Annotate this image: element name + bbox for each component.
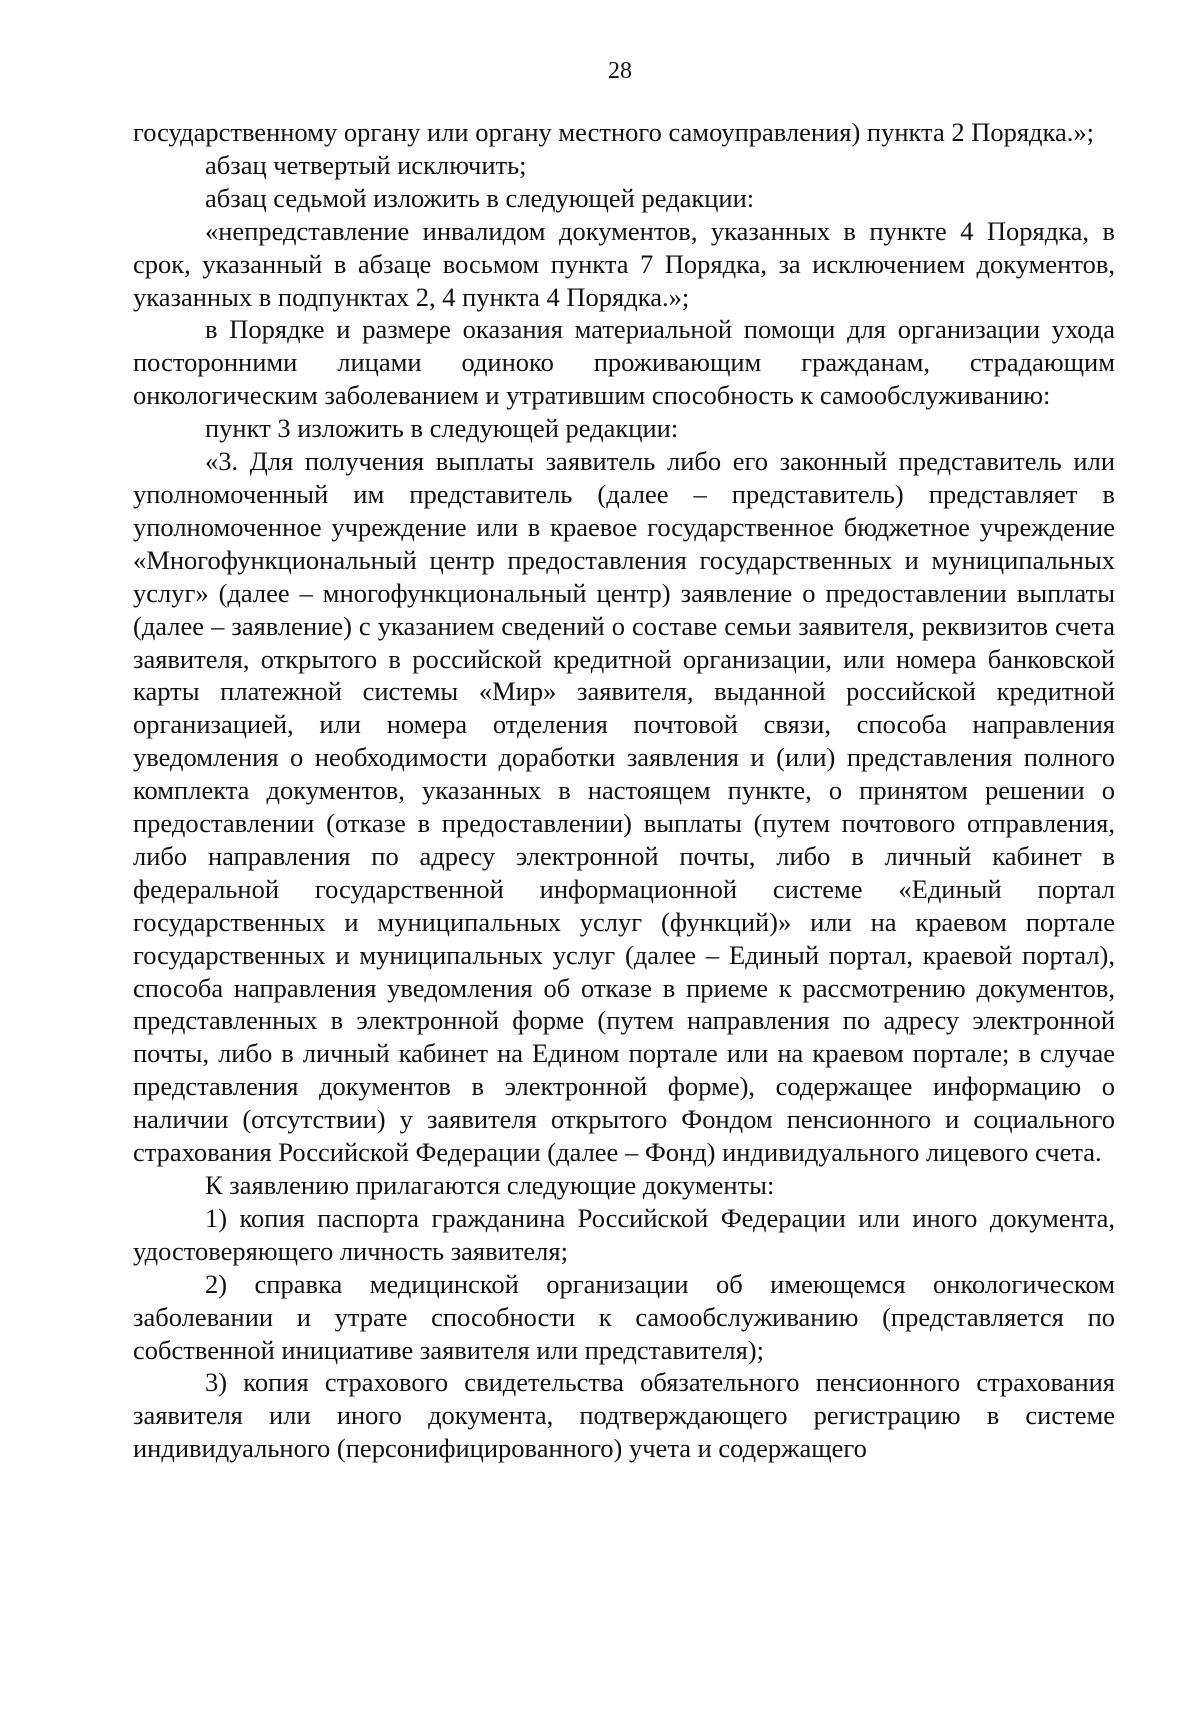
document-body	[133, 116, 1115, 1465]
page-number: 28	[608, 58, 632, 84]
list-item-medical-certificate: 2) справка медицинской организации об имеющемся онкологическом заболевании и утрате способности к самообслуживанию (представляется по собственной инициативе заявителя или представителя);	[133, 1268, 1115, 1365]
paragraph-quoted-text: «непредставление инвалидом документов, указанных в пункте 4 Порядка, в срок, указанный в абзаце восьмом пункта 7 Порядка, за исключением документов, указанных в подпунктах 2, 4 пункта 4 Порядка.»;	[133, 215, 1115, 312]
paragraph-attachments-intro: К заявлению прилагаются следующие документы:	[205, 1170, 775, 1200]
list-item-insurance-certificate: 3) копия страхового свидетельства обязательного пенсионного страхования заявителя или иного документа, подтверждающего регистрацию в системе индивидуального (персонифицированного) учета и содержащего	[133, 1367, 1115, 1464]
paragraph-continuation: государственному органу или органу местного самоуправления) пункта 2 Порядка.»;	[133, 117, 1095, 147]
paragraph-point-3-text: «3. Для получения выплаты заявитель либо его законный представитель или уполномоченный им представитель (далее – представитель) представляет в уполномоченное учреждение или в краевое государственное бюджетное учреждение «Многофункциональный центр предоставления государственных и муниципальных услуг» (далее – многофункциональный центр) заявление о предоставлении выплаты (далее – заявление) с указанием сведений о составе семьи заявителя, реквизитов счета заявителя, открытого в российской кредитной организации, или номера банковской карты платежной системы «Мир» заявителя, выданной российской кредитной организацией, или номера отделения почтовой связи, способа направления уведомления о необходимости доработки заявления и (или) представления полного комплекта документов, указанных в настоящем пункте, о принятом решении о предоставлении (отказе в предоставлении) выплаты (путем почтового отправления, либо направления по адресу электронной почты, либо в личный кабинет в федеральной государственной информационной системе «Единый портал государственных и муниципальных услуг (функций)» или на краевом портале государственных и муниципальных услуг (далее – Единый портал, краевой портал), способа направления уведомления об отказе в приеме к рассмотрению документов, представленных в электронной форме (путем направления по адресу электронной почты, либо в личный кабинет на Едином портале или на краевом портале; в случае представления документов в электронной форме), содержащее информацию о наличии (отсутствии) у заявителя открытого Фондом пенсионного и социального страхования Российской Федерации (далее – Фонд) индивидуального лицевого счета.	[133, 446, 1115, 1168]
paragraph-point-3-edition: пункт 3 изложить в следующей редакции:	[205, 413, 679, 444]
paragraph-seventh-edition: абзац седьмой изложить в следующей редакции:	[205, 182, 755, 213]
paragraph-procedure-amendment: в Порядке и размере оказания материальной помощи для организации ухода посторонними лицами одиноко проживающим гражданам, страдающим онкологическим заболеванием и утратившим способность к самообслуживанию:	[133, 314, 1115, 411]
paragraph-exclude-fourth: абзац четвертый исключить;	[205, 149, 527, 180]
list-item-passport: 1) копия паспорта гражданина Российской Федерации или иного документа, удостоверяющего личность заявителя;	[133, 1202, 1115, 1266]
